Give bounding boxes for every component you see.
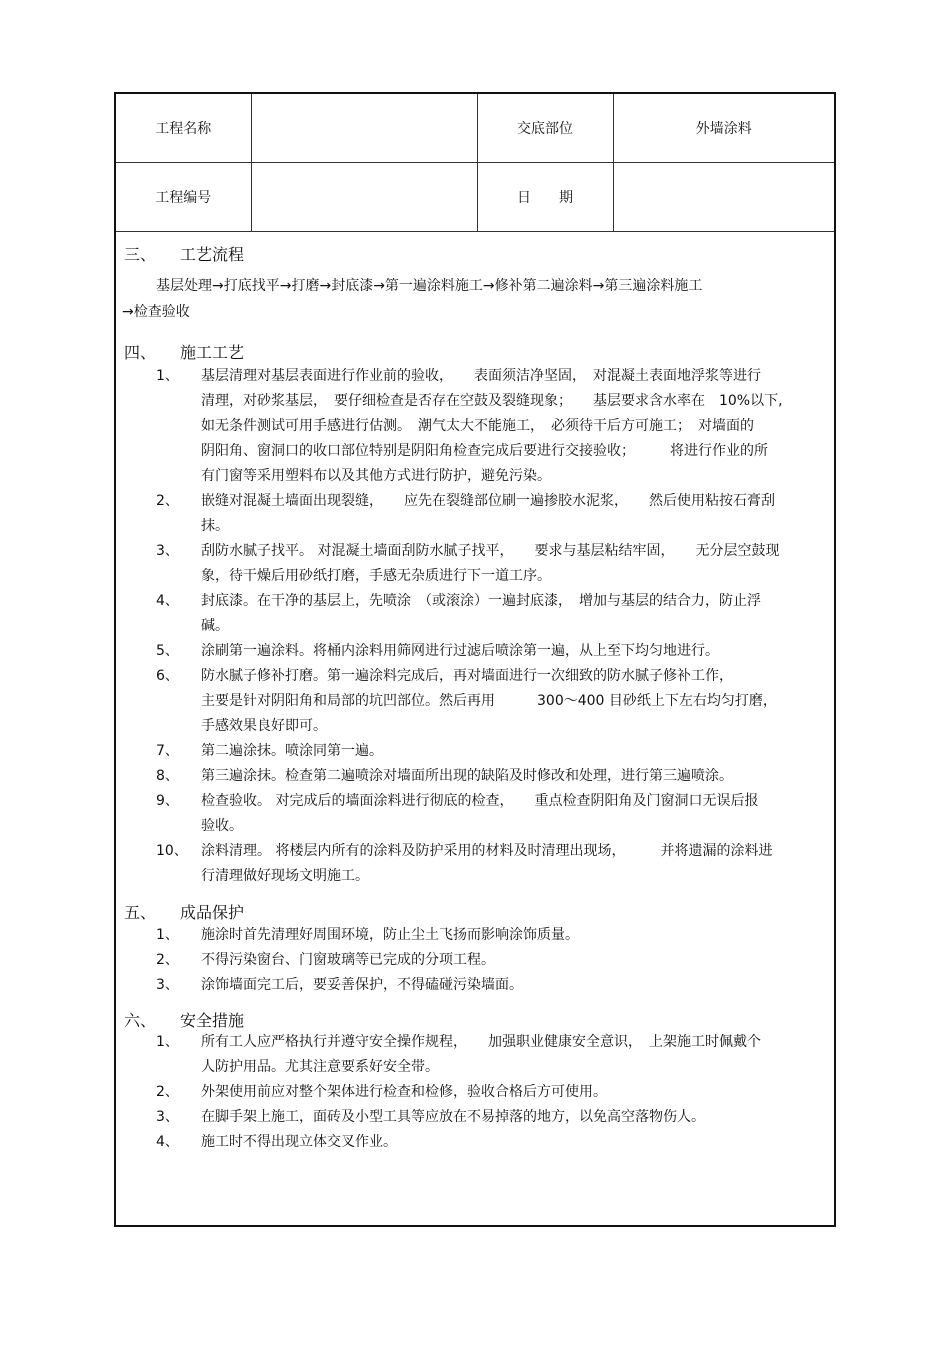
section-number: 五、 xyxy=(124,903,157,922)
list-item-line: 施涂时首先清理好周围环境，防止尘土飞扬而影响涂饰质量。 xyxy=(201,927,579,943)
list-item xyxy=(116,789,834,839)
location-label: 交底部位 xyxy=(477,94,613,163)
list-item-text xyxy=(201,764,821,789)
section-heading: 工艺流程 xyxy=(180,245,245,264)
list-item-line: 基层清理对基层表面进行作业前的验收， 表面须洁净坚固， 对混凝土表面地浮浆等进行 xyxy=(201,368,761,384)
list-item-number: 1、 xyxy=(156,368,179,384)
list-item-line: 阴阳角、窗洞口的收口部位特别是阴阳角检查完成后要进行交接验收； 将进行作业的所 xyxy=(201,443,768,459)
list-item-number: 1、 xyxy=(156,927,179,943)
section-number: 六、 xyxy=(124,1011,157,1030)
list-item-text xyxy=(201,589,821,639)
list-item-text xyxy=(201,839,821,889)
list-item-number: 10、 xyxy=(156,843,188,859)
list-item-line: 如无条件测试可用手感进行估测。 潮气太大不能施工， 必须待干后方可施工； 对墙面的 xyxy=(201,418,754,434)
list-item-text xyxy=(201,739,821,764)
list-item-text xyxy=(201,948,821,973)
list-item xyxy=(116,539,834,589)
list-item-line: 行清理做好现场文明施工。 xyxy=(201,868,369,884)
project-no-value xyxy=(251,163,477,232)
list-item-text xyxy=(201,1080,821,1105)
header-row-1 xyxy=(116,94,834,163)
list-item-line: 涂料清理。 将楼层内所有的涂料及防护采用的材料及时清理出现场， 并将遗漏的涂料进 xyxy=(201,843,773,859)
list-item-number: 3、 xyxy=(156,1109,179,1125)
list-item xyxy=(116,1080,834,1105)
list-item xyxy=(116,948,834,973)
list-item-number: 4、 xyxy=(156,1134,179,1150)
list-item-line: 象，待干燥后用砂纸打磨，手感无杂质进行下一道工序。 xyxy=(201,568,551,584)
project-no-label: 工程编号 xyxy=(116,163,251,232)
list-item-line: 检查验收。 对完成后的墙面涂料进行彻底的检查， 重点检查阴阳角及门窗洞口无误后报 xyxy=(201,793,759,809)
list-item xyxy=(116,839,834,889)
list-item-line: 嵌缝对混凝土墙面出现裂缝， 应先在裂缝部位刷一遍掺胶水泥浆， 然后使用粘按石膏刮 xyxy=(201,493,775,509)
project-name-value xyxy=(251,94,477,163)
list-item-number: 2、 xyxy=(156,1084,179,1100)
list-item-line: 第二遍涂抹。喷涂同第一遍。 xyxy=(201,743,383,759)
list-item-line: 清理，对砂浆基层， 要仔细检查是否存在空鼓及裂缝现象； 基层要求含水率在 10%以下, xyxy=(201,393,783,409)
list-item xyxy=(116,764,834,789)
list-item-number: 5、 xyxy=(156,643,179,659)
list-item-line: 防水腻子修补打磨。第一遍涂料完成后，再对墙面进行一次细致的防水腻子修补工作， xyxy=(201,668,733,684)
section-title-technique xyxy=(124,340,244,363)
list-item-text xyxy=(201,664,821,739)
list-item-number: 2、 xyxy=(156,493,179,509)
list-item-line: 所有工人应严格执行并遵守安全操作规程， 加强职业健康安全意识， 上架施工时佩戴个 xyxy=(201,1034,761,1050)
process-flow-line-1: 基层处理→打底找平→打磨→封底漆→第一遍涂料施工→修补第二遍涂料→第三遍涂料施工 xyxy=(156,278,703,294)
section-title-process xyxy=(124,242,244,265)
section-number: 四、 xyxy=(124,343,157,362)
location-value: 外墙涂料 xyxy=(613,94,834,163)
list-item xyxy=(116,639,834,664)
list-item xyxy=(116,489,834,539)
list-item xyxy=(116,1130,834,1155)
list-item-number: 6、 xyxy=(156,668,179,684)
list-item xyxy=(116,664,834,739)
list-item xyxy=(116,973,834,998)
list-item-text xyxy=(201,1105,821,1130)
date-label: 日 期 xyxy=(477,163,613,232)
list-item-text xyxy=(201,1130,821,1155)
list-item-line: 人防护用品。尤其注意要系好安全带。 xyxy=(201,1059,439,1075)
list-item xyxy=(116,923,834,948)
list-item-line: 涂刷第一遍涂料。将桶内涂料用筛网进行过滤后喷涂第一遍，从上至下均匀地进行。 xyxy=(201,643,719,659)
list-item-line: 有门窗等采用塑料布以及其他方式进行防护，避免污染。 xyxy=(201,468,551,484)
list-item-line: 验收。 xyxy=(201,818,243,834)
list-item-number: 4、 xyxy=(156,593,179,609)
list-item-text xyxy=(201,923,821,948)
list-item-number: 7、 xyxy=(156,743,179,759)
list-item-line: 碱。 xyxy=(201,618,229,634)
header-row-2 xyxy=(116,163,834,232)
list-item-text xyxy=(201,639,821,664)
list-item-number: 3、 xyxy=(156,543,179,559)
list-item-line: 刮防水腻子找平。 对混凝土墙面刮防水腻子找平， 要求与基层粘结牢固， 无分层空鼓现 xyxy=(201,543,780,559)
list-item xyxy=(116,364,834,489)
list-item-line: 封底漆。在干净的基层上，先喷涂 （或滚涂）一遍封底漆， 增加与基层的结合力，防止浮 xyxy=(201,593,761,609)
section-heading: 施工工艺 xyxy=(180,343,245,362)
list-item-number: 8、 xyxy=(156,768,179,784)
section-title-safety xyxy=(124,1008,244,1031)
list-item-number: 9、 xyxy=(156,793,179,809)
list-item-line: 抹。 xyxy=(201,518,229,534)
list-item-text xyxy=(201,789,821,839)
section-heading: 成品保护 xyxy=(180,903,245,922)
list-item-line: 外架使用前应对整个架体进行检查和检修，验收合格后方可使用。 xyxy=(201,1084,607,1100)
header-table xyxy=(116,94,834,232)
list-item xyxy=(116,1030,834,1080)
list-item-line: 在脚手架上施工，面砖及小型工具等应放在不易掉落的地方，以免高空落物伤人。 xyxy=(201,1109,705,1125)
list-item-number: 1、 xyxy=(156,1034,179,1050)
section-number: 三、 xyxy=(124,245,157,264)
process-flow-line-2: →检查验收 xyxy=(122,304,190,320)
list-item-line: 施工时不得出现立体交叉作业。 xyxy=(201,1134,397,1150)
project-name-label: 工程名称 xyxy=(116,94,251,163)
list-item-line: 不得污染窗台、门窗玻璃等已完成的分项工程。 xyxy=(201,952,495,968)
list-item-text xyxy=(201,1030,821,1080)
list-item-line: 涂饰墙面完工后，要妥善保护，不得磕碰污染墙面。 xyxy=(201,977,523,993)
list-item xyxy=(116,589,834,639)
list-item-line: 手感效果良好即可。 xyxy=(201,718,327,734)
list-item xyxy=(116,739,834,764)
list-item-line: 主要是针对阴阳角和局部的坑凹部位。然后再用 300～400 目砂纸上下左右均匀打磨， xyxy=(201,693,777,709)
section-title-protection xyxy=(124,900,244,923)
list-item-number: 3、 xyxy=(156,977,179,993)
list-item-text xyxy=(201,539,821,589)
list-item-line: 第三遍涂抹。检查第二遍喷涂对墙面所出现的缺陷及时修改和处理，进行第三遍喷涂。 xyxy=(201,768,733,784)
section-heading: 安全措施 xyxy=(180,1011,245,1030)
list-item-number: 2、 xyxy=(156,952,179,968)
list-item-text xyxy=(201,489,821,539)
list-item-text xyxy=(201,973,821,998)
list-item xyxy=(116,1105,834,1130)
date-value xyxy=(613,163,834,232)
list-item-text xyxy=(201,364,821,489)
disclosure-sheet xyxy=(114,92,836,1227)
